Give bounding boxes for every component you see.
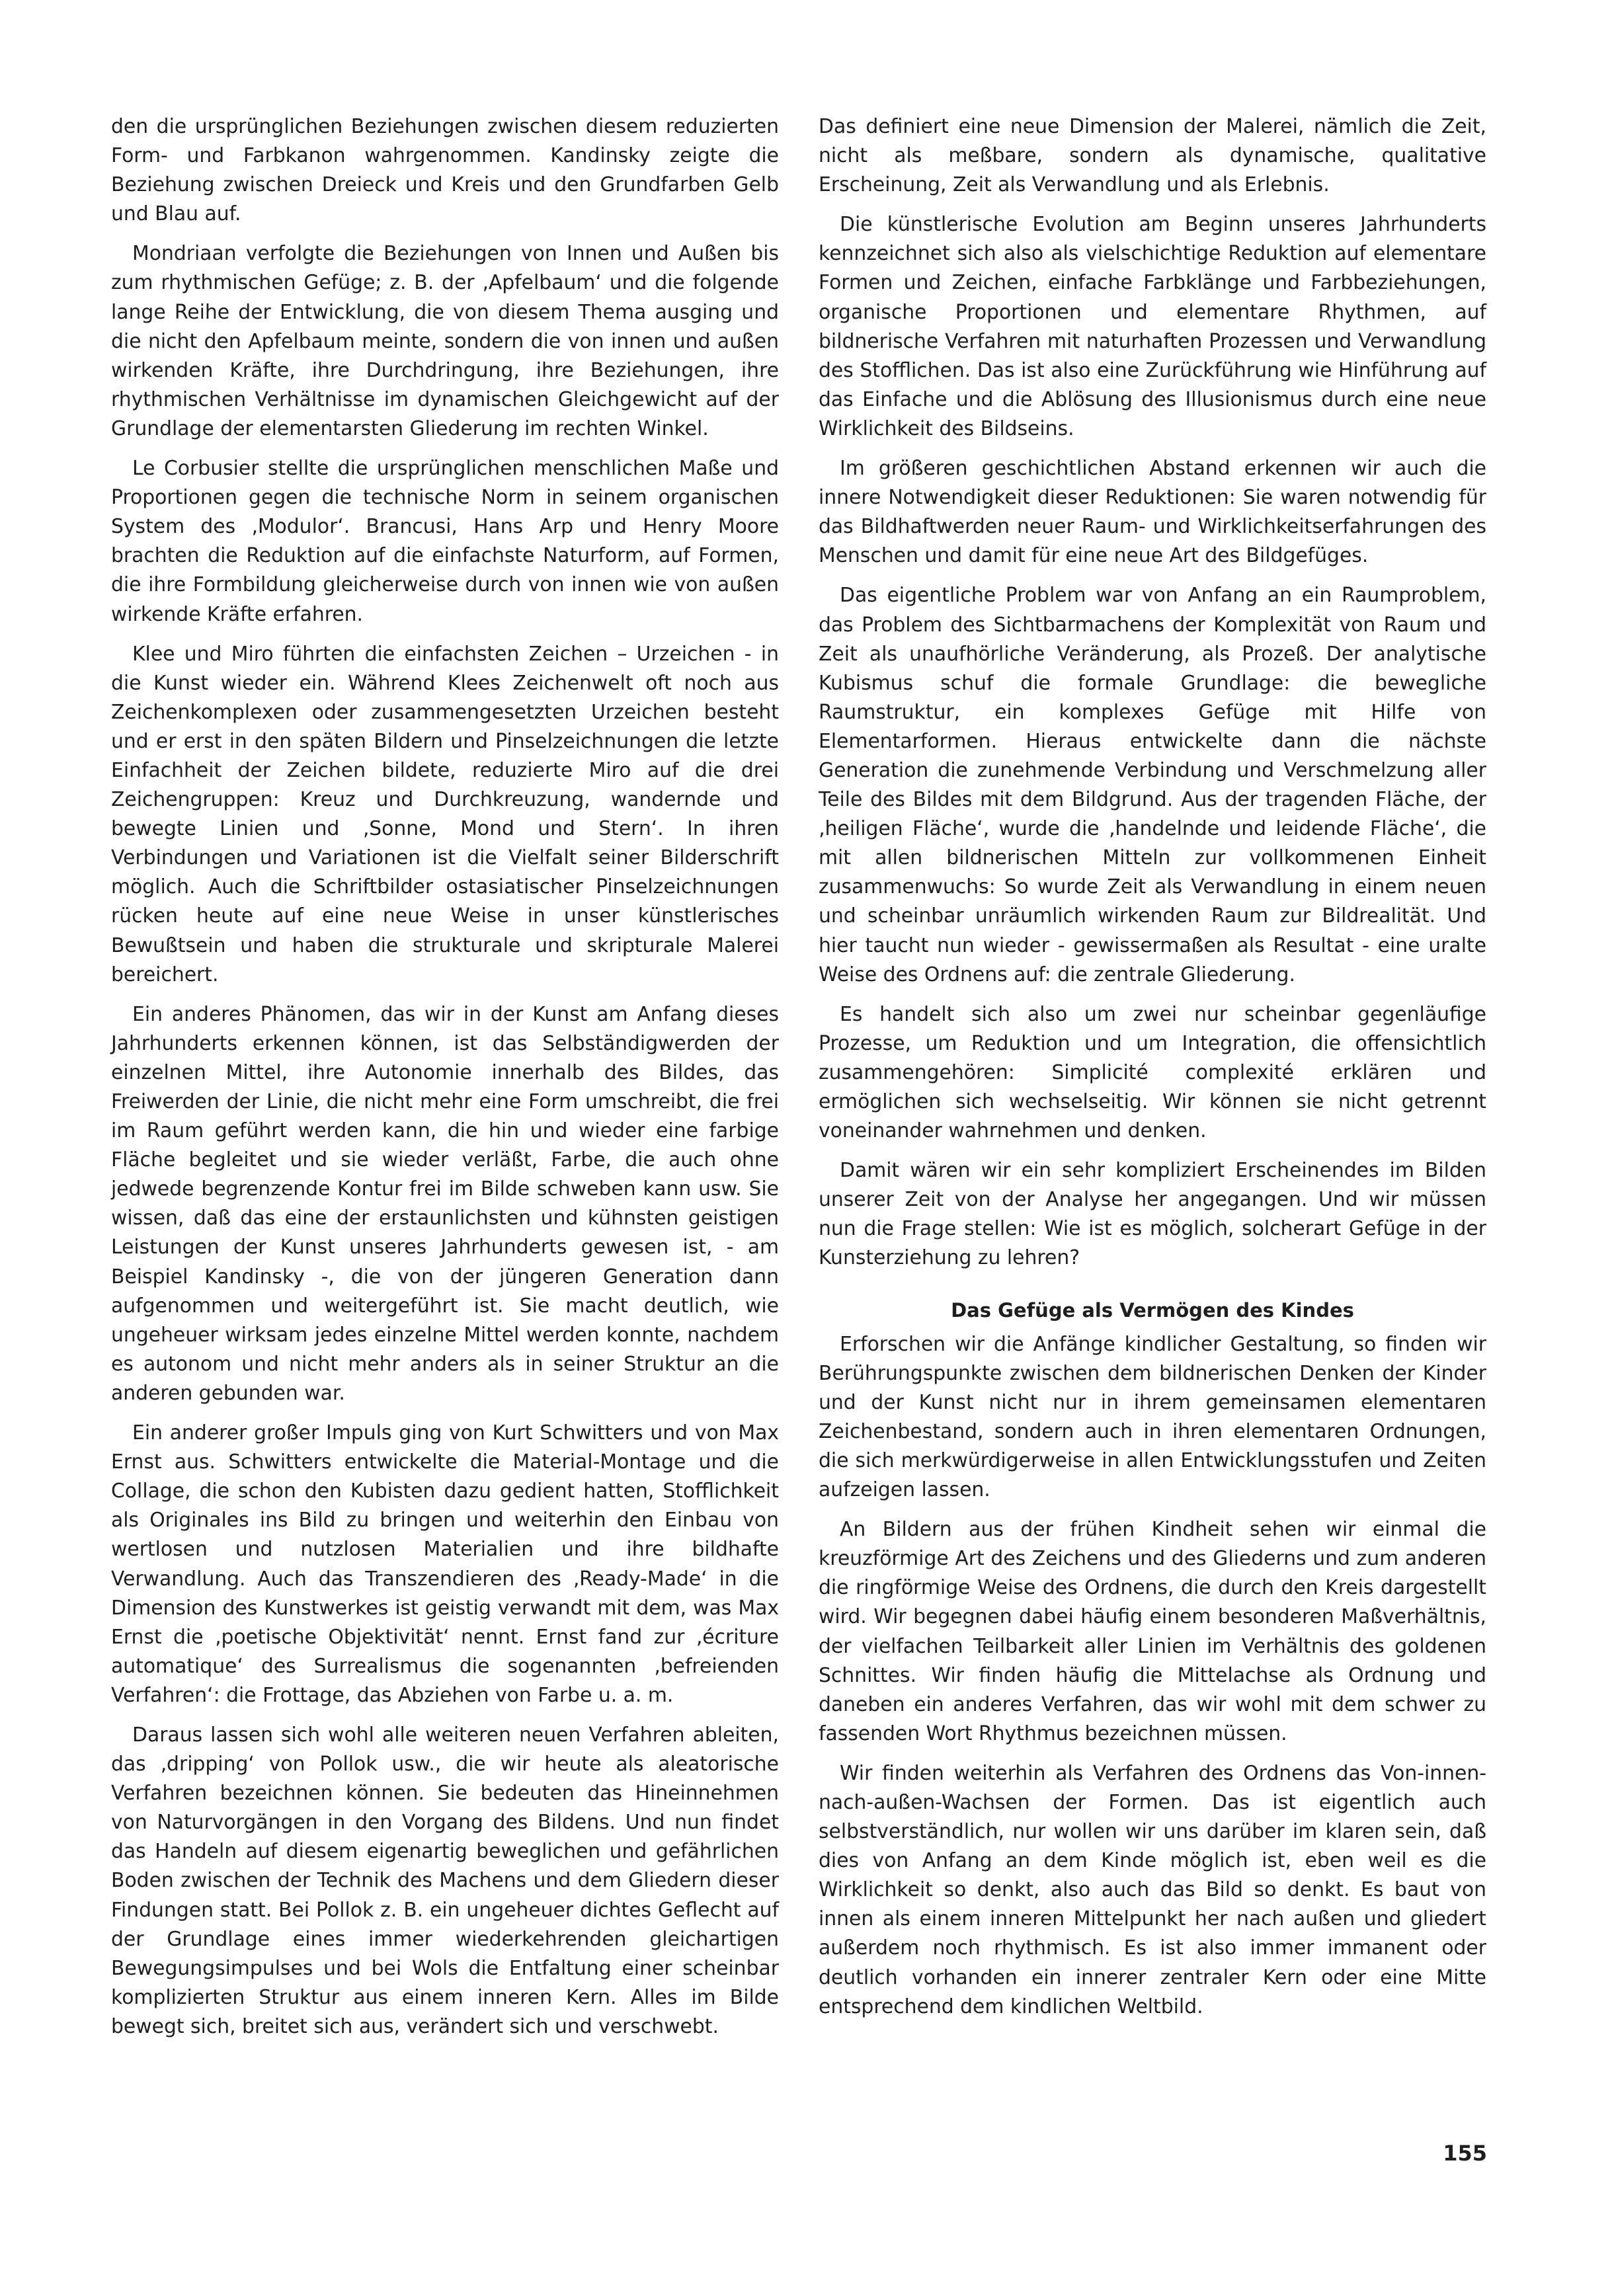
paragraph: Erforschen wir die Anfänge kindlicher Gestaltung, so finden wir Berührungspunkte zwischen dem bildnerischen Denken der Kinder und der Kunst nicht nur in ihrem gemeinsamen elementaren Zeichenbestand, sondern auch in ihren elementaren Ordnungen, die sich merkwürdigerweise in allen Entwicklungsstufen und Zeiten aufzeigen lassen. xyxy=(819,1332,1486,1502)
page-number: 155 xyxy=(1443,2141,1487,2166)
paragraph: Daraus lassen sich wohl alle weiteren neuen Verfahren ableiten, das ‚dripping‘ von Pollok usw., die wir heute als aleatorische Verfahren bezeichnen können. Sie bedeuten das Hineinnehmen von Naturvorgängen in den Vorgang des Bildens. Und nun findet das Handeln auf diesem eigenartig beweglichen und gefährlichen Boden zwischen der Technik des Machens und dem Gliedern dieser Findungen statt. Bei Pollok z. B. ein ungeheuer dichtes Geflecht auf der Grundlage eines immer wiederkehrenden gleichartigen Bewegungsimpulses und bei Wols die Entfaltung einer scheinbar komplizierten Struktur aus einem inneren Kern. Alles im Bilde bewegt sich, breitet sich aus, verändert sich und verschwebt. xyxy=(111,1723,779,2038)
paragraph: Damit wären wir ein sehr kompliziert Erscheinendes im Bilden unserer Zeit von der Analyse her angegangen. Und wir müssen nun die Frage stellen: Wie ist es möglich, solcherart Gefüge in der Kunsterziehung zu lehren? xyxy=(819,1159,1486,1270)
right-column xyxy=(819,112,1486,2032)
paragraph: Im größeren geschichtlichen Abstand erkennen wir auch die innere Notwendigkeit dieser Reduktionen: Sie waren notwendig für das Bildhaftwerden neuer Raum- und Wirklichkeitserfahrungen des Menschen und damit für eine neue Art des Bildgefüges. xyxy=(819,457,1486,568)
paragraph: Die künstlerische Evolution am Beginn unseres Jahrhunderts kennzeichnet sich also als vielschichtige Reduktion auf elementare Formen und Zeichen, einfache Farbklänge und Farbbeziehungen, organische Proportionen und elementare Rhythmen, auf bildnerische Verfahren mit naturhaften Prozessen und Verwandlung des Stofflichen. Das ist also eine Zurückführung wie Hinführung auf das Einfache und die Ablösung des Illusionismus durch eine neue Wirklichkeit des Bildseins. xyxy=(819,213,1486,440)
paragraph: den die ursprünglichen Beziehungen zwischen diesem reduzierten Form- und Farbkanon wahrgenommen. Kandinsky zeigte die Beziehung zwischen Dreieck und Kreis und den Grundfarben Gelb und Blau auf. xyxy=(111,115,779,226)
paragraph: Es handelt sich also um zwei nur scheinbar gegenläufige Prozesse, um Reduktion und um Integration, die offensichtlich zusammengehören: Simplicité complexité erklären und ermöglichen sich wechselseitig. Wir können sie nicht getrennt voneinander wahrnehmen und denken. xyxy=(819,1002,1486,1143)
paragraph: Ein anderer großer Impuls ging von Kurt Schwitters und von Max Ernst aus. Schwitters entwickelte die Material-Montage und die Collage, die schon den Kubisten dazu gedient hatten, Stofflichkeit als Originales ins Bild zu bringen und weiterhin den Einbau von wertlosen und nutzlosen Materialien und ihre bildhafte Verwandlung. Auch das Transzendieren des ‚Ready-Made‘ in die Dimension des Kunstwerkes ist geistig verwandt mit dem, was Max Ernst die ‚poetische Objektivität‘ nennt. Ernst fand zur ‚écriture automatique‘ des Surrealismus die sogenannten ‚befreienden Verfahren‘: die Frottage, das Abziehen von Farbe u. a. m. xyxy=(111,1421,779,1707)
paragraph: Wir finden weiterhin als Verfahren des Ordnens das Von-innen-nach-außen-Wachsen der Formen. Das ist eigentlich auch selbstverständlich, nur wollen wir uns darüber im klaren sein, daß dies von Anfang an dem Kinde möglich ist, eben weil es die Wirklichkeit so denkt, also auch das Bild so denkt. Es baut von innen als einem inneren Mittelpunkt her nach außen und gliedert außerdem noch rhythmisch. Es ist also immer immanent oder deutlich vorhanden ein innerer zentraler Kern oder eine Mitte entsprechend dem kindlichen Weltbild. xyxy=(819,1761,1486,2018)
paragraph: Le Corbusier stellte die ursprünglichen menschlichen Maße und Proportionen gegen die technische Norm in seinem organischen System des ‚Modulor‘. Brancusi, Hans Arp und Henry Moore brachten die Reduktion auf die einfachste Naturform, auf Formen, die ihre Formbildung gleicherweise durch von innen wie von außen wirkende Kräfte erfahren. xyxy=(111,457,779,626)
paragraph: Ein anderes Phänomen, das wir in der Kunst am Anfang dieses Jahrhunderts erkennen können, ist das Selbständigwerden der einzelnen Mittel, ihre Autonomie innerhalb des Bildes, das Freiwerden der Linie, die nicht mehr eine Form umschreibt, die frei im Raum geführt werden kann, die hin und wieder eine farbige Fläche begleitet und sie wieder verläßt, Farbe, die auch ohne jedwede begrenzende Kontur frei im Bilde schweben kann usw. Sie wissen, daß das eine der erstaunlichsten und kühnsten geistigen Leistungen der Kunst unseres Jahrhunderts gewesen ist, - am Beispiel Kandinsky -, die von der jüngeren Generation dann aufgenommen und weitergeführt ist. Sie macht deutlich, wie ungeheuer wirksam jedes einzelne Mittel werden konnte, nachdem es autonom und nicht mehr anders als in seiner Struktur an die anderen gebunden war. xyxy=(111,1002,779,1405)
paragraph: Mondriaan verfolgte die Beziehungen von Innen und Außen bis zum rhythmischen Gefüge; z. B. der ‚Apfelbaum‘ und die folgende lange Reihe der Entwicklung, die von diesem Thema ausging und die nicht den Apfelbaum meinte, sondern die von innen und außen wirkenden Kräfte, ihre Durchdringung, ihre Beziehungen, ihre rhythmischen Verhältnisse im dynamischen Gleichgewicht auf der Grundlage der elementarsten Gliederung im rechten Winkel. xyxy=(111,242,779,440)
paragraph: Das eigentliche Problem war von Anfang an ein Raumproblem, das Problem des Sichtbarmachens der Komplexität von Raum und Zeit als unaufhörliche Veränderung, als Prozeß. Der analytische Kubismus schuf die formale Grundlage: die bewegliche Raumstruktur, ein komplexes Gefüge mit Hilfe von Elementarformen. Hieraus entwickelte dann die nächste Generation die zunehmende Verbindung und Verschmelzung aller Teile des Bildes mit dem Bildgrund. Aus der tragenden Fläche, der ‚heiligen Fläche‘, wurde die ‚handelnde und leidende Fläche‘, die mit allen bildnerischen Mitteln zur vollkommenen Einheit zusammenwuchs: So wurde Zeit als Verwandlung in einem neuen und scheinbar unräumlich wirkenden Raum zur Bildrealität. Und hier taucht nun wieder - gewissermaßen als Resultat - eine uralte Weise des Ordnens auf: die zentrale Gliederung. xyxy=(819,584,1486,986)
paragraph: Das definiert eine neue Dimension der Malerei, nämlich die Zeit, nicht als meßbare, sondern als dynamische, qualitative Erscheinung, Zeit als Verwandlung und als Erlebnis. xyxy=(819,115,1486,197)
paragraph: An Bildern aus der frühen Kindheit sehen wir einmal die kreuzförmige Art des Zeichens und des Gliederns und zum anderen die ringförmige Weise des Ordnens, die durch den Kreis dargestellt wird. Wir begegnen dabei häufig einem besonderen Maßverhältnis, der vielfachen Teilbarkeit aller Linien im Verhältnis des goldenen Schnittes. Wir finden häufig die Mittelachse als Ordnung und daneben ein anderes Verfahren, das wir wohl mit dem schwer zu fassenden Wort Rhythmus bezeichnen müssen. xyxy=(819,1518,1486,1745)
left-column xyxy=(111,112,779,2052)
paragraph: Klee und Miro führten die einfachsten Zeichen – Urzeichen - in die Kunst wieder ein. Während Klees Zeichenwelt oft noch aus Zeichenkomplexen oder zusammengesetzten Urzeichen besteht und er erst in den späten Bildern und Pinselzeichnungen die letzte Einfachheit der Zeichen bildete, reduzierte Miro auf die drei Zeichengruppen: Kreuz und Durchkreuzung, wandernde und bewegte Linien und ‚Sonne, Mond und Stern‘. In ihren Verbindungen und Variationen ist die Vielfalt seiner Bilderschrift möglich. Auch die Schriftbilder ostasiatischer Pinselzeichnungen rücken heute auf eine neue Weise in unser künstlerisches Bewußtsein und haben die strukturale und skripturale Malerei bereichert. xyxy=(111,642,779,986)
section-heading: Das Gefüge als Vermögen des Kindes xyxy=(951,1298,1354,1322)
